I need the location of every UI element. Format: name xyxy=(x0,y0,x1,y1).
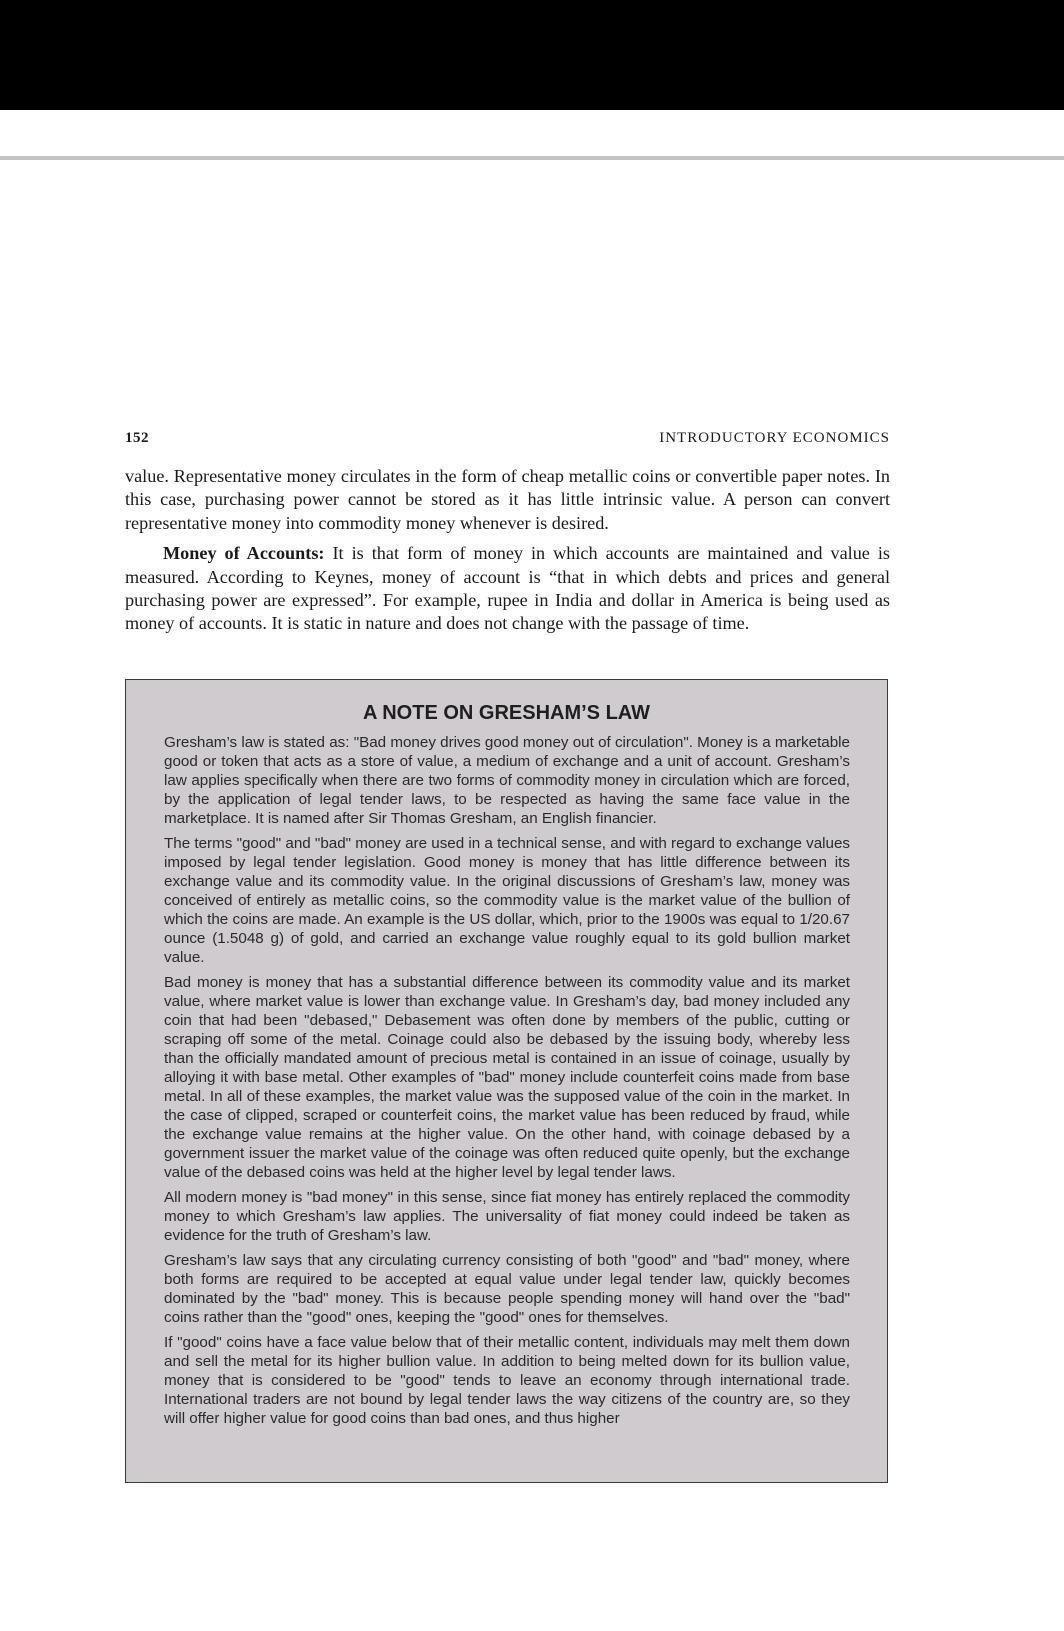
term-money-of-accounts: Money of Accounts: xyxy=(163,543,325,564)
top-black-bar xyxy=(0,0,1064,110)
note-body xyxy=(126,733,887,1428)
note-paragraph: Bad money is money that has a substantial difference between its commodity value and its market value, where market value is lower than exchange value. In Gresham’s day, bad money included any coin that had been "debased," Debasement was often done by members of the public, cutting or scraping off some of the metal. Coinage could also be debased by the issuing body, whereby less than the officially mandated amount of precious metal is contained in an issue of coinage, usually by alloying it with base metal. Other examples of "bad" money include counterfeit coins made from base metal. In all of these examples, the market value was the supposed value of the coin in the market. In the case of clipped, scraped or counterfeit coins, the market value has been reduced by fraud, while the exchange value remains at the higher value. On the other hand, with coinage debased by a government issuer the market value of the coinage was often reduced quite openly, but the exchange value of the debased coins was held at the higher level by legal tender laws. xyxy=(164,974,850,1181)
page-number: 152 xyxy=(125,430,149,446)
note-paragraph: The terms "good" and "bad" money are used in a technical sense, and with regard to exchange values imposed by legal tender legislation. Good money is money that has little difference between its exchange value and its commodity value. In the original discussions of Gresham’s law, money was conceived of entirely as metallic coins, so the commodity value is the market value of the bullion of which the coins are made. An example is the US dollar, which, prior to the 1900s was equal to 1/20.67 ounce (1.5048 g) of gold, and carried an exchange value roughly equal to its gold bullion market value. xyxy=(164,835,851,966)
running-head xyxy=(125,430,890,447)
book-title: INTRODUCTORY ECONOMICS xyxy=(659,430,890,446)
note-title: A NOTE ON GRESHAM’S LAW xyxy=(362,702,651,724)
top-divider xyxy=(0,156,1064,160)
body-text xyxy=(125,465,890,636)
note-paragraph: Gresham’s law is stated as: "Bad money drives good money out of circulation". Money is a marketable good or token that acts as a store of value, a medium of exchange and a unit of account. Gresham’s law applies specifically when there are two forms of commodity money in circulation which are forced, by the application of legal tender laws, to be respected as having the same face value in the marketplace. It is named after Sir Thomas Gresham, an English financier. xyxy=(164,734,850,827)
note-paragraph: If "good" coins have a face value below that of their metallic content, individuals may melt them down and sell the metal for its higher bullion value. In addition to being melted down for its bullion value, money that is considered to be "good" tends to leave an economy through international trade. International traders are not bound by legal tender laws the way citizens of the country are, so they will offer higher value for good coins than bad ones, and thus higher xyxy=(164,1334,850,1427)
note-paragraph: Gresham’s law says that any circulating currency consisting of both "good" and "bad" money, where both forms are required to be accepted at equal value under legal tender law, quickly becomes dominated by the "bad" money. This is because people spending money will hand over the "bad" coins rather than the "good" ones, keeping the "good" ones for themselves. xyxy=(164,1252,850,1326)
page-content xyxy=(125,430,890,636)
note-paragraph: All modern money is "bad money" in this sense, since fiat money has entirely replaced the commodity money to which Gresham’s law applies. The universality of fiat money could indeed be taken as evidence for the truth of Gresham’s law. xyxy=(164,1189,850,1244)
paragraph-money-of-accounts xyxy=(125,542,890,636)
paragraph-representative-money: value. Representative money circulates in the form of cheap metallic coins or convertible paper notes. In this case, purchasing power cannot be stored as it has little intrinsic value. A person can convert representative money into commodity money whenever is desired. xyxy=(125,466,890,533)
money-of-accounts-text: It is that form of money in which accounts are maintained and value is measured. According to Keynes, money of account is “that in which debts and prices and general purchasing power are expressed”. For example, rupee in India and dollar in America is being used as money of accounts. It is static in nature and does not change with the passage of time. xyxy=(125,543,890,634)
gresham-note-box xyxy=(125,679,888,1483)
